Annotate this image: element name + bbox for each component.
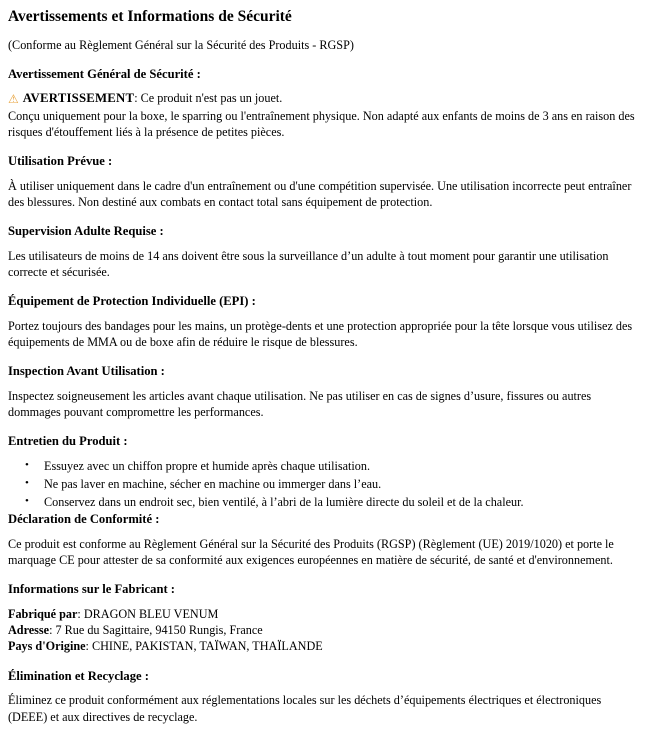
inspection-body: Inspectez soigneusement les articles avant chaque utilisation. Ne pas utiliser en cas de signes d’usure, fissures ou autres dommages pouvant compromettre les performances. bbox=[8, 388, 592, 420]
manufacturer-address-value: : 7 Rue du Sagittaire, 94150 Rungis, France bbox=[49, 623, 263, 638]
manufacturer-name-label: Fabriqué par bbox=[8, 607, 78, 622]
ppe-body: Portez toujours des bandages pour les mains, un protège-dents et une protection appropriée pour la tête lorsque vous utilisez des équipements de MMA ou de boxe afin de réduire le risque de blessures. bbox=[8, 319, 633, 350]
section-heading-intended-use: Utilisation Prévue : bbox=[8, 154, 113, 169]
section-heading-ppe: Équipement de Protection Individuelle (EPI) : bbox=[8, 294, 256, 309]
adult-supervision-body: Les utilisateurs de moins de 14 ans doivent être sous la surveillance d’un adulte à tout moment pour garantir une utilisation correcte et sécurisée. bbox=[8, 249, 609, 280]
section-heading-adult-supervision: Supervision Adulte Requise : bbox=[8, 224, 164, 239]
list-item: • Conservez dans un endroit sec, bien ventilé, à l’abri de la lumière directe du soleil et de la chaleur. bbox=[44, 494, 637, 511]
warning-callout bbox=[8, 90, 637, 107]
section-heading-inspection: Inspection Avant Utilisation : bbox=[8, 364, 165, 379]
warning-lead-text: : Ce produit n'est pas un jouet. bbox=[134, 91, 283, 106]
section-heading-manufacturer: Informations sur le Fabricant : bbox=[8, 582, 175, 597]
conformity-body: Ce produit est conforme au Règlement Général sur la Sécurité des Produits (RGSP) (Règlement (UE) 2019/1020) et porte le marquage CE pour attester de sa conformité aux exigences européennes en matière de sécurité, de santé et d'environnement. bbox=[8, 537, 614, 568]
warning-word: AVERTISSEMENT bbox=[22, 91, 135, 106]
regulation-subtitle: (Conforme au Règlement Général sur la Sécurité des Produits - RGSP) bbox=[8, 37, 354, 52]
general-warning-body: Conçu uniquement pour la boxe, le sparring ou l'entraînement physique. Non adapté aux enfants de moins de 3 ans en raison des risques d'étouffement liés à la présence de petites pièces. bbox=[8, 109, 635, 140]
section-heading-conformity: Déclaration de Conformité : bbox=[8, 512, 160, 527]
manufacturer-name-value: : DRAGON BLEU VENUM bbox=[77, 607, 219, 622]
section-heading-general-warning: Avertissement Général de Sécurité : bbox=[8, 66, 201, 81]
intended-use-body: À utiliser uniquement dans le cadre d'un entraînement ou d'une compétition supervisée. Une utilisation incorrecte peut entraîner des blessures. Non destiné aux combats en contact total sans équipement de protection. bbox=[8, 179, 632, 210]
manufacturer-address-line bbox=[8, 622, 637, 638]
warning-triangle-icon: ⚠ bbox=[8, 92, 19, 107]
list-item: • Ne pas laver en machine, sécher en machine ou immerger dans l’eau. bbox=[44, 476, 637, 493]
list-item: • Essuyez avec un chiffon propre et humide après chaque utilisation. bbox=[44, 458, 637, 475]
page-title: Avertissements et Informations de Sécurité bbox=[8, 8, 292, 25]
manufacturer-name-line bbox=[8, 606, 637, 622]
disposal-body: Éliminez ce produit conformément aux réglementations locales sur les déchets d’équipements électriques et électroniques (DEEE) et aux directives de recyclage. bbox=[8, 693, 602, 724]
country-of-origin-value: : CHINE, PAKISTAN, TAÏWAN, THAÏLANDE bbox=[85, 639, 323, 654]
maintenance-list bbox=[8, 458, 637, 510]
section-heading-disposal: Élimination et Recyclage : bbox=[8, 668, 149, 683]
manufacturer-address-label: Adresse bbox=[8, 623, 50, 638]
section-heading-maintenance: Entretien du Produit : bbox=[8, 434, 128, 449]
country-of-origin-label: Pays d'Origine bbox=[8, 639, 86, 654]
country-of-origin-line bbox=[8, 638, 637, 654]
